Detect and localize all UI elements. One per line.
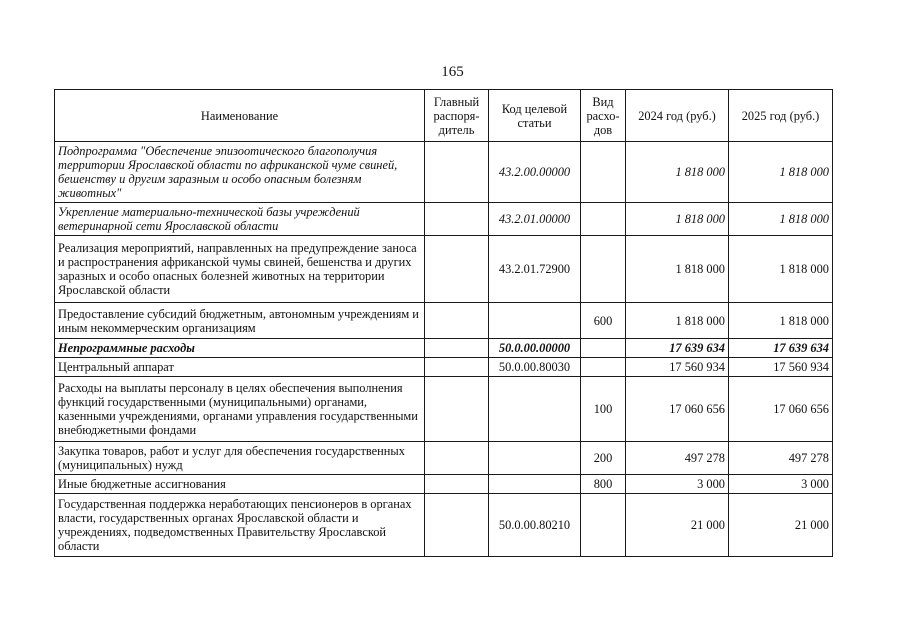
row-2024: 1 818 000	[626, 303, 729, 339]
row-name: Предоставление субсидий бюджетным, автономным учреждениям и иным некоммерческим организациям	[55, 303, 425, 339]
row-admin	[425, 494, 489, 557]
table-row	[55, 142, 833, 203]
row-2025: 1 818 000	[729, 203, 833, 236]
row-kind	[581, 339, 626, 358]
row-2024: 17 060 656	[626, 377, 729, 442]
table-row	[55, 303, 833, 339]
row-admin	[425, 377, 489, 442]
row-2024: 497 278	[626, 442, 729, 475]
row-code: 50.0.00.00000	[489, 339, 581, 358]
row-admin	[425, 358, 489, 377]
table-row	[55, 442, 833, 475]
table-row	[55, 377, 833, 442]
header-2025: 2025 год (руб.)	[729, 90, 833, 142]
header-kind: Вид расхо-дов	[581, 90, 626, 142]
row-kind	[581, 142, 626, 203]
row-name: Центральный аппарат	[55, 358, 425, 377]
row-kind	[581, 236, 626, 303]
row-2024: 21 000	[626, 494, 729, 557]
budget-table	[54, 89, 833, 557]
table-header-row	[55, 90, 833, 142]
row-name: Подпрограмма "Обеспечение эпизоотического благополучия территории Ярославской области по африканской чуме свиней, бешенству и другим заразным и особо опасным болезням животных"	[55, 142, 425, 203]
row-kind: 200	[581, 442, 626, 475]
row-kind	[581, 203, 626, 236]
row-2024: 1 818 000	[626, 142, 729, 203]
row-kind	[581, 358, 626, 377]
row-2024: 17 639 634	[626, 339, 729, 358]
row-kind: 600	[581, 303, 626, 339]
header-code: Код целевой статьи	[489, 90, 581, 142]
header-admin: Главный распоря-дитель	[425, 90, 489, 142]
row-code: 50.0.00.80210	[489, 494, 581, 557]
header-name: Наименование	[55, 90, 425, 142]
table-row	[55, 203, 833, 236]
row-kind	[581, 494, 626, 557]
table-row	[55, 358, 833, 377]
row-name: Непрограммные расходы	[55, 339, 425, 358]
row-kind: 100	[581, 377, 626, 442]
row-admin	[425, 236, 489, 303]
row-code: 50.0.00.80030	[489, 358, 581, 377]
row-name: Государственная поддержка неработающих пенсионеров в органах власти, государственных органах Ярославской области и учреждениях, подведомственных Правительству Ярославской области	[55, 494, 425, 557]
row-kind: 800	[581, 475, 626, 494]
row-2025: 17 639 634	[729, 339, 833, 358]
row-2025: 1 818 000	[729, 236, 833, 303]
row-name: Закупка товаров, работ и услуг для обеспечения государственных (муниципальных) нужд	[55, 442, 425, 475]
table-row	[55, 494, 833, 557]
row-name: Укрепление материально-технической базы учреждений ветеринарной сети Ярославской области	[55, 203, 425, 236]
row-2025: 497 278	[729, 442, 833, 475]
row-2025: 17 560 934	[729, 358, 833, 377]
row-2025: 1 818 000	[729, 303, 833, 339]
row-admin	[425, 339, 489, 358]
row-2025: 3 000	[729, 475, 833, 494]
row-2025: 17 060 656	[729, 377, 833, 442]
row-name: Иные бюджетные ассигнования	[55, 475, 425, 494]
page-number: 165	[441, 64, 464, 80]
row-admin	[425, 442, 489, 475]
row-admin	[425, 475, 489, 494]
row-code	[489, 377, 581, 442]
row-2025: 21 000	[729, 494, 833, 557]
row-2024: 1 818 000	[626, 203, 729, 236]
row-admin	[425, 203, 489, 236]
row-code	[489, 475, 581, 494]
row-code: 43.2.00.00000	[489, 142, 581, 203]
header-2024: 2024 год (руб.)	[626, 90, 729, 142]
row-name: Расходы на выплаты персоналу в целях обеспечения выполнения функций государственными (муниципальными) органами, казенными учреждениями, органами управления государственными внебюджетными фондами	[55, 377, 425, 442]
row-2024: 17 560 934	[626, 358, 729, 377]
row-code: 43.2.01.00000	[489, 203, 581, 236]
table-row	[55, 339, 833, 358]
row-admin	[425, 142, 489, 203]
row-2025: 1 818 000	[729, 142, 833, 203]
row-code	[489, 303, 581, 339]
row-2024: 1 818 000	[626, 236, 729, 303]
row-name: Реализация мероприятий, направленных на предупреждение заноса и распространения африканской чумы свиней, бешенства и других заразных и особо опасных болезней животных на территории Ярославской области	[55, 236, 425, 303]
row-code: 43.2.01.72900	[489, 236, 581, 303]
table-row	[55, 475, 833, 494]
row-2024: 3 000	[626, 475, 729, 494]
table-row	[55, 236, 833, 303]
row-admin	[425, 303, 489, 339]
row-code	[489, 442, 581, 475]
